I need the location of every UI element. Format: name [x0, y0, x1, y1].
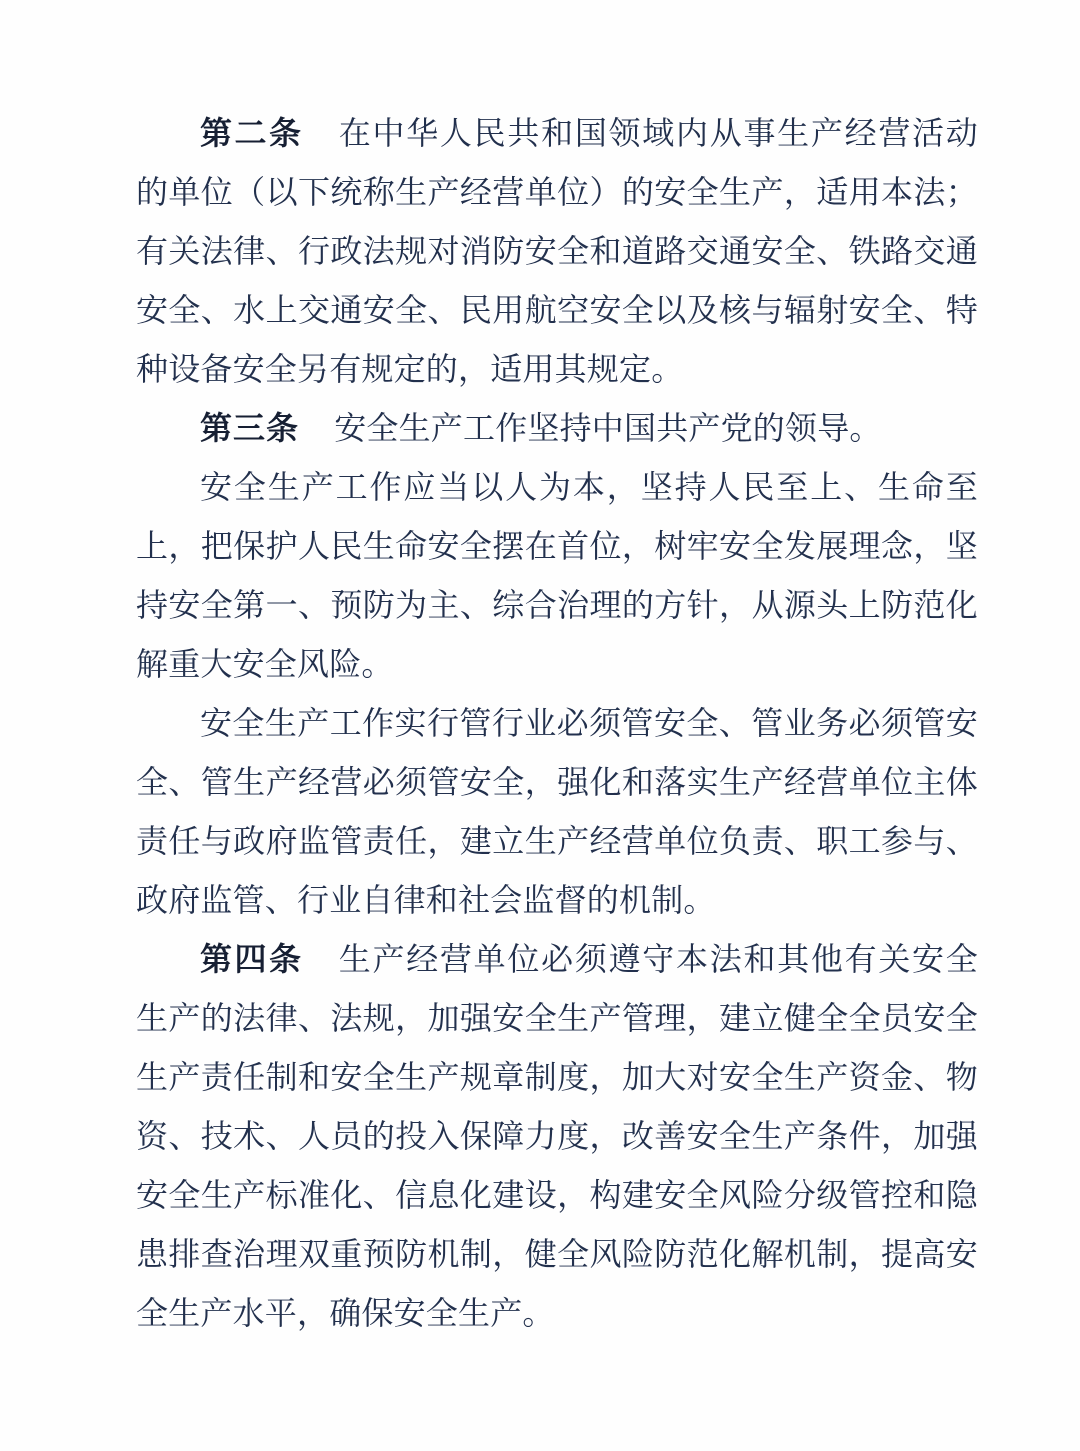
article-4-number: 第四条 — [200, 941, 304, 977]
article-3-paragraph-3 — [136, 694, 978, 930]
article-4-paragraph — [136, 930, 978, 1343]
article-3-paragraph-3-text: 安全生产工作实行管行业必须管安全、管业务必须管安全、管生产经营必须管安全，强化和落实生产经营单位主体责任与政府监管责任，建立生产经营单位负责、职工参与、政府监管、行业自律和社会监督的机制。 — [136, 705, 978, 918]
article-3-paragraph — [136, 399, 978, 458]
article-2-paragraph — [136, 104, 978, 399]
article-3-text: 安全生产工作坚持中国共产党的领导。 — [334, 410, 882, 446]
article-2-text: 在中华人民共和国领域内从事生产经营活动的单位（以下统称生产经营单位）的安全生产，适用本法；有关法律、行政法规对消防安全和道路交通安全、铁路交通安全、水上交通安全、民用航空安全以及核与辐射安全、特种设备安全另有规定的，适用其规定。 — [136, 115, 978, 387]
article-4-text: 生产经营单位必须遵守本法和其他有关安全生产的法律、法规，加强安全生产管理，建立健全全员安全生产责任制和安全生产规章制度，加大对安全生产资金、物资、技术、人员的投入保障力度，改善安全生产条件，加强安全生产标准化、信息化建设，构建安全风险分级管控和隐患排查治理双重预防机制，健全风险防范化解机制，提高安全生产水平，确保安全生产。 — [136, 941, 978, 1331]
article-3-paragraph-2 — [136, 458, 978, 694]
article-2-number: 第二条 — [200, 115, 304, 151]
article-3-paragraph-2-text: 安全生产工作应当以人为本，坚持人民至上、生命至上，把保护人民生命安全摆在首位，树牢安全发展理念，坚持安全第一、预防为主、综合治理的方针，从源头上防范化解重大安全风险。 — [136, 469, 978, 682]
article-3-number: 第三条 — [200, 410, 300, 446]
